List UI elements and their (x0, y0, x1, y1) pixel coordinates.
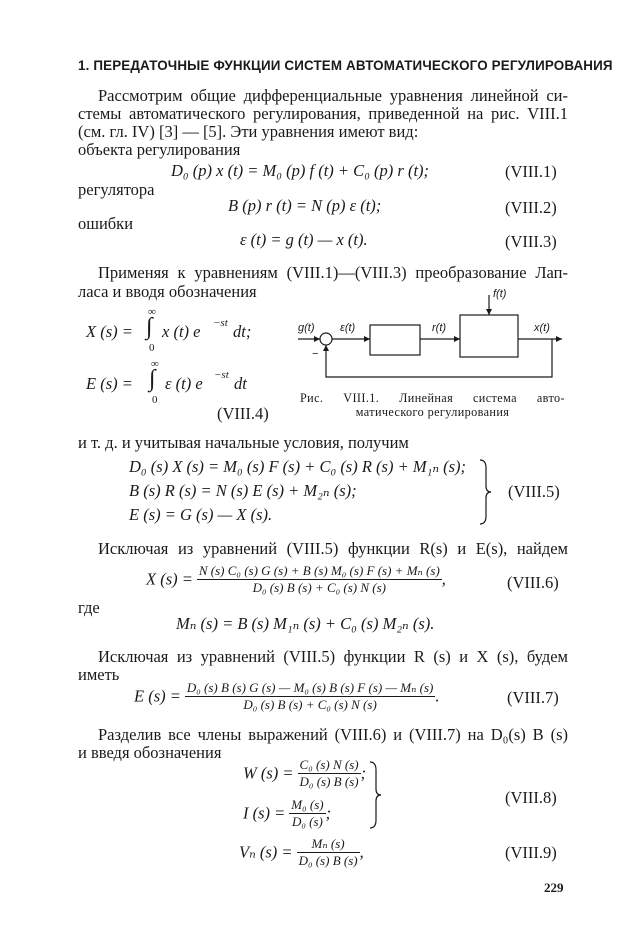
output-arrow (556, 336, 562, 342)
eq8-w-numerator: C₀ (s) N (s) (299, 757, 359, 772)
feedback-arrow (323, 345, 329, 351)
eq9-denominator: D₀ (s) B (s) (298, 853, 358, 868)
para6-line2: и введя обозначения (78, 743, 222, 762)
para5-line1: Исключая из уравнений (VIII.5) функции R (s) и X (s), будем (98, 647, 568, 666)
eq7-denominator: D₀ (s) B (s) + C₀ (s) N (s) (185, 696, 435, 713)
eq8-i-fraction (289, 797, 325, 830)
para6-line1: Разделив все члены выражений (VIII.6) и (VIII.7) на D₀(s) B (s) (98, 725, 568, 744)
laplace-e-dt: dt (234, 374, 247, 393)
eq8-i-numerator: M₀ (s) (291, 797, 324, 812)
para3-line1: и т. д. и учитывая начальные условия, получим (78, 433, 409, 452)
system5-line1: D₀ (s) X (s) = M₀ (s) F (s) + C₀ (s) R (s) + M₁ₙ (s); (129, 457, 467, 476)
laplace-e-integral-sign: ∫ (149, 366, 156, 392)
eq6-numerator: N (s) C₀ (s) G (s) + B (s) M₀ (s) F (s) + Mₙ (s) (198, 563, 440, 578)
para1-line4: объекта регулирования (78, 140, 241, 159)
equation-viii-9: Vₙ (s) = $\frac{\text{Mₙ (s)}}{\text{D₀ (s) B (s)}}$ , (239, 836, 364, 868)
summing-junction (320, 333, 332, 345)
equation-number-viii-3: (VIII.3) (505, 232, 557, 251)
eq9-numerator: Mₙ (s) (311, 836, 345, 851)
laplace-x-integrand: x (t) e (162, 322, 201, 341)
para1-line3: (см. гл. IV) [3] — [5]. Эти уравнения имеют вид: (78, 122, 419, 141)
eq6-lhs: X (s) = (146, 569, 193, 589)
eq6-denominator: D₀ (s) B (s) + C₀ (s) N (s) (197, 579, 442, 596)
para1-line1: Рассмотрим общие дифференциальные уравнения линейной си- (98, 86, 568, 105)
equation-viii-1: D₀ (p) x (t) = M₀ (p) f (t) + C₀ (p) r (t); (171, 161, 430, 180)
laplace-x-exponent: −st (213, 317, 228, 329)
plant-block (460, 315, 518, 357)
equation-number-viii-2: (VIII.2) (505, 198, 557, 217)
label-x-t: x(t) (534, 322, 550, 334)
laplace-definitions (86, 300, 286, 420)
para2-line1: Применяя к уравнениям (VIII.1)—(VIII.3) преобразование Лап- (98, 263, 568, 282)
label-r-t: r(t) (432, 322, 447, 334)
laplace-x-upper-limit: ∞ (148, 306, 156, 318)
laplace-e-upper-limit: ∞ (151, 358, 159, 370)
eq6-fraction (197, 563, 442, 596)
para4-line1: Исключая из уравнений (VIII.5) функции R(s) и E(s), найдем (98, 539, 568, 558)
label-error: ошибки (78, 214, 134, 233)
laplace-e-integrand: ε (t) e (165, 374, 203, 393)
equation-number-viii-7: (VIII.7) (507, 688, 559, 707)
para5-line2: иметь (78, 665, 120, 684)
equation-viii-8-i: I (s) = $\frac{\text{M₀ (s)}}{\text{D₀ (s)}}$ ; (243, 797, 332, 829)
eq8-w-denominator: D₀ (s) B (s) (299, 774, 359, 789)
section-heading: 1. ПЕРЕДАТОЧНЫЕ ФУНКЦИИ СИСТЕМ АВТОМАТИЧЕСКОГО РЕГУЛИРОВАНИЯ (78, 58, 613, 73)
equation-number-viii-6: (VIII.6) (507, 573, 559, 592)
label-g-t: g(t) (298, 322, 315, 334)
page-number: 229 (544, 880, 564, 895)
error-arrow (364, 336, 370, 342)
eq7-fraction (185, 680, 435, 713)
eq8-w-lhs: W (s) = (243, 763, 294, 783)
figure-caption-line1: Рис. VIII.1. Линейная система авто- (300, 391, 565, 405)
control-arrow (454, 336, 460, 342)
laplace-x-dt: dt; (233, 322, 252, 341)
label-minus-sign: − (312, 348, 319, 360)
eq7-lhs: E (s) = (134, 686, 181, 706)
laplace-x-lhs: X (s) = (86, 322, 133, 341)
figure-caption-line2: матического регулирования (355, 405, 510, 419)
equation-viii-6: X (s) = $\frac{\text{N (s) C₀ (s) G (s) + B (s) M₀ (s) F (s) + Mₙ (s)}}{\text{D₀ (s) B (s) + C₀ (s) N (s)}}$ , (146, 563, 446, 595)
eq8-i-denominator: D₀ (s) (289, 813, 325, 830)
system5-right-brace (478, 458, 492, 526)
disturbance-arrow (486, 309, 492, 315)
equation-number-viii-5: (VIII.5) (508, 482, 560, 501)
regulator-block (370, 325, 420, 355)
equation-number-viii-4: (VIII.4) (217, 404, 269, 423)
laplace-e-exponent: −st (214, 369, 229, 381)
laplace-x-lower-limit: 0 (149, 342, 155, 354)
where-label: где (78, 598, 100, 617)
equation-viii-7: E (s) = $\frac{\text{D₀ (s) B (s) G (s) — M₀ (s) B (s) F (s) — Mₙ (s)}}{\text{D₀ (s) B (s) + C₀ (s) N (s)}}$ . (134, 680, 440, 712)
equation-number-viii-9: (VIII.9) (505, 843, 557, 862)
laplace-e-lhs: E (s) = (86, 374, 133, 393)
label-f-t: f(t) (493, 288, 507, 300)
block-diagram (290, 285, 570, 385)
eq8-w-fraction (298, 757, 361, 790)
system5-line2: B (s) R (s) = N (s) E (s) + M₂ₙ (s); (129, 481, 357, 500)
equation-mn: Mₙ (s) = B (s) M₁ₙ (s) + C₀ (s) M₂ₙ (s). (176, 614, 435, 633)
para1-line2: стемы автоматического регулирования, приведенной на рис. VIII.1 (78, 104, 568, 123)
eq8-right-brace (368, 760, 382, 830)
system5-line3: E (s) = G (s) — X (s). (129, 505, 273, 524)
eq8-i-lhs: I (s) = (243, 803, 286, 823)
label-epsilon-t: ε(t) (340, 322, 356, 334)
equation-number-viii-8: (VIII.8) (505, 788, 557, 807)
equation-viii-2: B (p) r (t) = N (p) ε (t); (228, 196, 382, 215)
equation-viii-3: ε (t) = g (t) — x (t). (240, 230, 368, 249)
eq9-fraction (297, 836, 360, 869)
para2-line2: ласа и вводя обозначения (78, 282, 257, 301)
eq7-numerator: D₀ (s) B (s) G (s) — M₀ (s) B (s) F (s) — Mₙ (s) (186, 680, 434, 695)
eq9-lhs: Vₙ (s) = (239, 842, 293, 862)
laplace-x-integral-sign: ∫ (146, 314, 153, 340)
label-regulator: регулятора (78, 180, 155, 199)
laplace-e-lower-limit: 0 (152, 394, 158, 406)
equation-viii-8-w: W (s) = $\frac{\text{C₀ (s) N (s)}}{\text{D₀ (s) B (s)}}$ ; (243, 757, 367, 789)
equation-number-viii-1: (VIII.1) (505, 162, 557, 181)
input-arrow (314, 336, 320, 342)
